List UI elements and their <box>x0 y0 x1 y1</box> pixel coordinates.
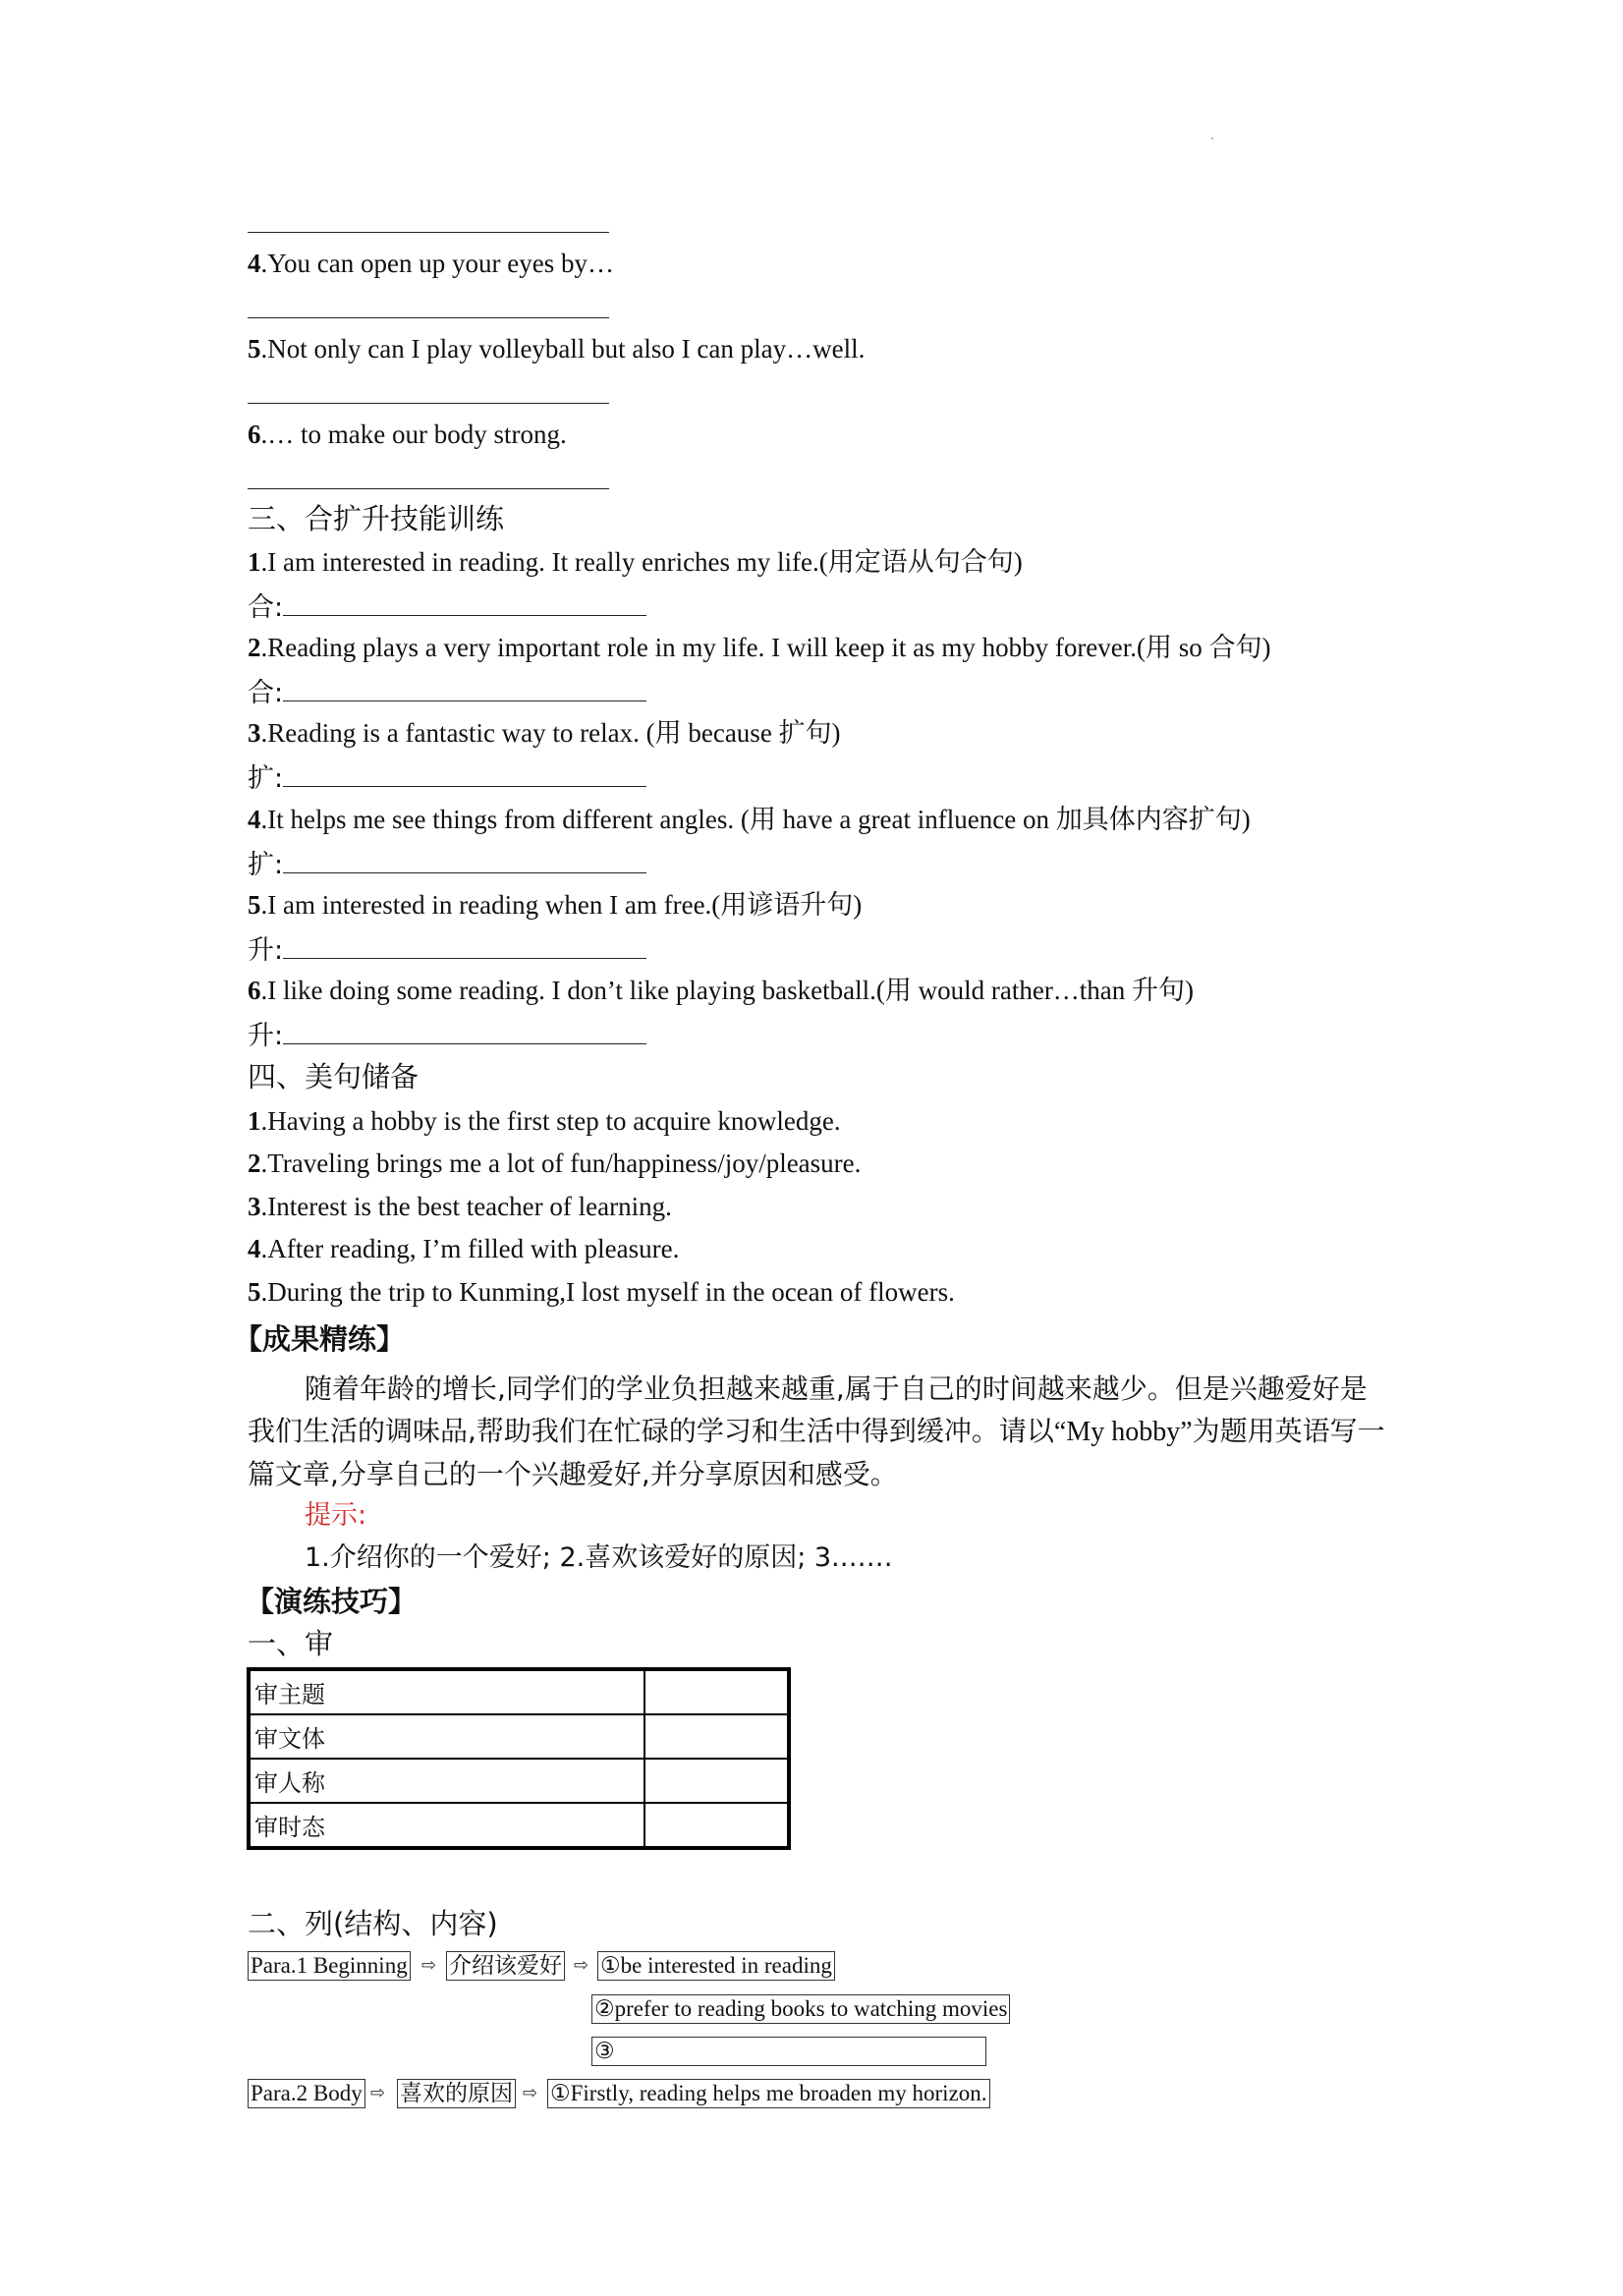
exercise-item: 6.I like doing some reading. I don’t like playing basketball.(用 would rather…than 升句) <box>248 976 1195 1005</box>
table-cell-label: 审时态 <box>249 1803 644 1848</box>
answer-line[interactable] <box>248 317 609 318</box>
table-row <box>249 1714 789 1759</box>
review-table <box>247 1667 791 1850</box>
arrow-icon: ⇨ <box>574 1955 589 1976</box>
model-sentence: 5.During the trip to Kunming,I lost myself in the ocean of flowers. <box>248 1277 955 1307</box>
arrow-icon: ⇨ <box>523 2083 538 2103</box>
exercise-answer: 升: <box>248 1016 646 1054</box>
skills-title: 【演练技巧】 <box>246 1585 418 1618</box>
table-row <box>249 1803 789 1848</box>
arrow-icon: ⇨ <box>370 2083 386 2103</box>
table-row <box>249 1669 789 1714</box>
answer-blank[interactable] <box>283 673 646 701</box>
exercise-item: 5.I am interested in reading when I am free.(用谚语升句) <box>248 890 863 920</box>
answer-blank[interactable] <box>283 930 646 959</box>
answer-blank[interactable] <box>283 588 646 616</box>
exercise-answer: 合: <box>248 588 646 626</box>
model-sentence: 2.Traveling brings me a lot of fun/happiness/joy/pleasure. <box>248 1148 862 1178</box>
table-cell-answer[interactable] <box>644 1714 789 1759</box>
para2-point-box: ①Firstly, reading helps me broaden my horizon. <box>547 2079 990 2108</box>
exercise-answer: 扩: <box>248 845 646 883</box>
subsection-title: 二、列(结构、内容) <box>248 1907 498 1940</box>
answer-line[interactable] <box>248 403 609 404</box>
section-title: 四、美句储备 <box>248 1060 420 1093</box>
hint-label: 提示: <box>305 1500 367 1531</box>
answer-line[interactable] <box>248 488 609 489</box>
model-sentence: 4.After reading, I’m filled with pleasure. <box>248 1234 680 1263</box>
exercise-item: 4.It helps me see things from different angles. (用 have a great influence on 加具体内容扩句) <box>248 805 1251 834</box>
answer-blank[interactable] <box>283 845 646 873</box>
hint-text: 1.介绍你的一个爱好; 2.喜欢该爱好的原因; 3.…… <box>305 1542 893 1573</box>
para1-point-box[interactable]: ③ <box>591 2037 986 2066</box>
table-cell-label: 审主题 <box>249 1669 644 1714</box>
exercise-answer: 升: <box>248 930 646 969</box>
scan-dot <box>1211 138 1213 140</box>
para2-label-box: Para.2 Body <box>248 2079 365 2108</box>
results-title: 【成果精练】 <box>234 1322 406 1356</box>
exercise-item: 2.Reading plays a very important role in my life. I will keep it as my hobby forever.(用 so 合句) <box>248 633 1271 662</box>
para1-point-box: ①be interested in reading <box>597 1951 835 1981</box>
writing-prompt: 随着年龄的增长,同学们的学业负担越来越重,属于自己的时间越来越少。但是兴趣爱好是我们生活的调味品,帮助我们在忙碌的学习和生活中得到缓冲。请以“My hobby”为题用英语写一篇文章,分享自己的一个兴趣爱好,并分享原因和感受。 <box>248 1372 1385 1490</box>
sentence-item: 4.You can open up your eyes by… <box>248 249 614 278</box>
exercise-item: 3.Reading is a fantastic way to relax. (用 because 扩句) <box>248 718 841 748</box>
table-cell-answer[interactable] <box>644 1759 789 1803</box>
arrow-icon: ⇨ <box>421 1955 437 1976</box>
exercise-answer: 扩: <box>248 758 646 797</box>
exercise-item: 1.I am interested in reading. It really enriches my life.(用定语从句合句) <box>248 547 1023 577</box>
subsection-title: 一、审 <box>248 1627 334 1660</box>
para1-point-box: ②prefer to reading books to watching movies <box>591 1994 1010 2024</box>
table-cell-label: 审人称 <box>249 1759 644 1803</box>
model-sentence: 1.Having a hobby is the first step to acquire knowledge. <box>248 1106 841 1136</box>
para1-topic-box: 介绍该爱好 <box>446 1951 565 1981</box>
table-row <box>249 1759 789 1803</box>
table-cell-label: 审文体 <box>249 1714 644 1759</box>
table-cell-answer[interactable] <box>644 1669 789 1714</box>
answer-blank[interactable] <box>283 1016 646 1044</box>
exercise-answer: 合: <box>248 673 646 711</box>
para2-topic-box: 喜欢的原因 <box>397 2079 516 2108</box>
model-sentence: 3.Interest is the best teacher of learning. <box>248 1192 672 1221</box>
sentence-item: 6.… to make our body strong. <box>248 420 567 449</box>
section-title: 三、合扩升技能训练 <box>248 502 505 535</box>
sentence-item: 5.Not only can I play volleyball but also I can play…well. <box>248 334 866 364</box>
para1-label-box: Para.1 Beginning <box>248 1951 411 1981</box>
answer-blank[interactable] <box>283 758 646 787</box>
table-cell-answer[interactable] <box>644 1803 789 1848</box>
answer-line[interactable] <box>248 232 609 233</box>
